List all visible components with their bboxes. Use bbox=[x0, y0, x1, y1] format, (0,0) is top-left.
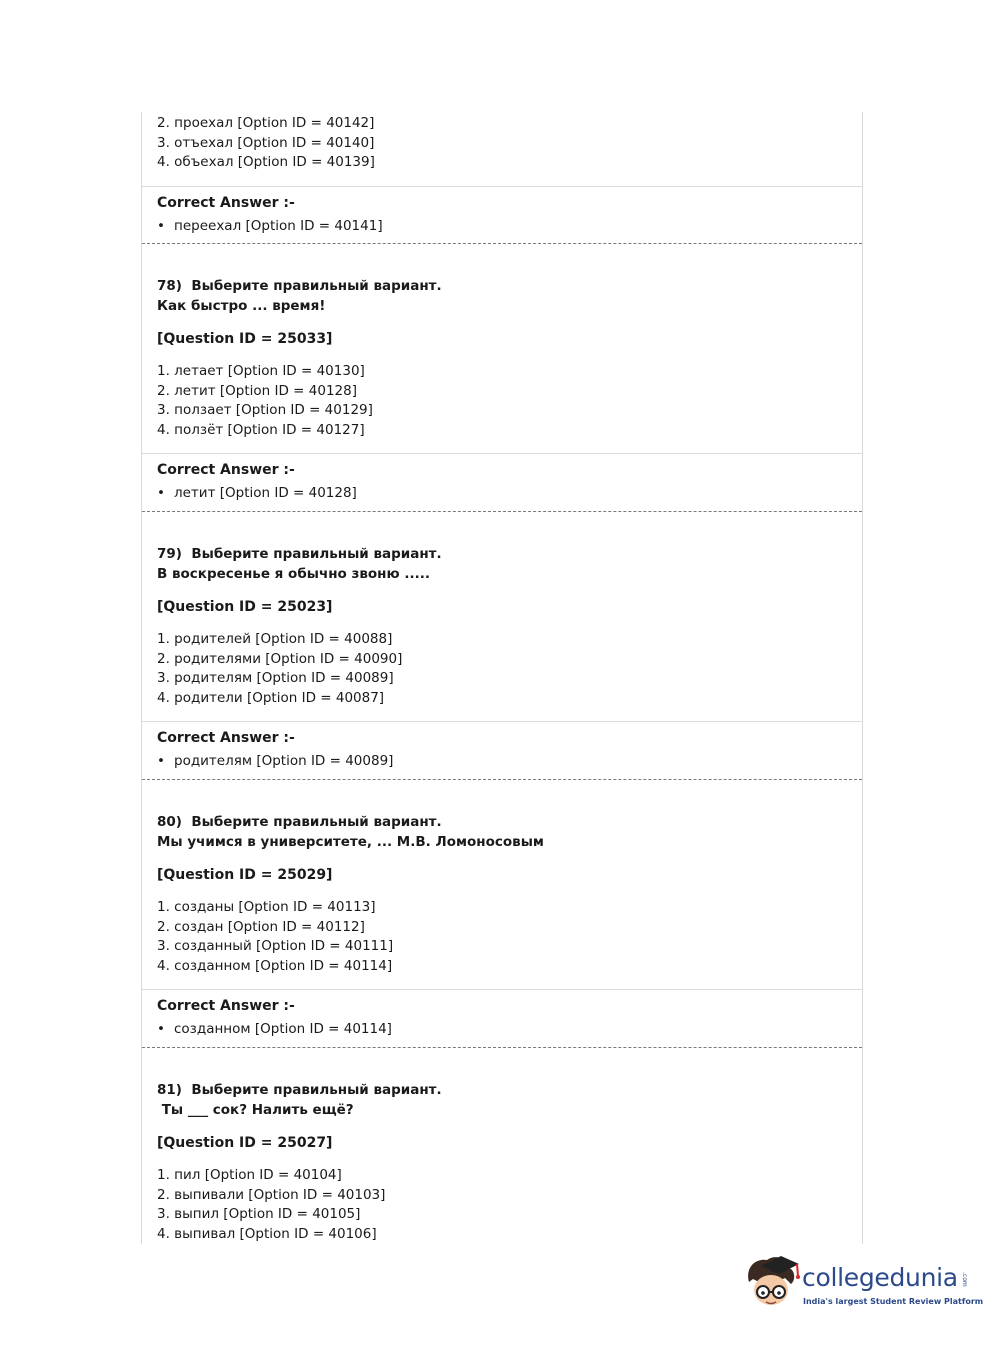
correct-answer-item bbox=[157, 751, 862, 771]
option-item: 1. летает [Option ID = 40130] bbox=[157, 363, 365, 379]
option-item: 3. ползает [Option ID = 40129] bbox=[157, 402, 373, 419]
correct-answer-item bbox=[157, 1019, 862, 1039]
question-block bbox=[142, 780, 862, 990]
bullet-icon: • bbox=[157, 753, 165, 769]
option-item: 1. родителей [Option ID = 40088] bbox=[157, 631, 393, 647]
question-number-prompt: 78) Выберите правильный вариант. bbox=[157, 278, 442, 294]
correct-answer-text: созданном [Option ID = 40114] bbox=[174, 1021, 392, 1037]
option-item: 3. отъехал [Option ID = 40140] bbox=[157, 134, 375, 151]
option-item: 2. проехал [Option ID = 40142] bbox=[157, 115, 375, 131]
option-item: 4. ползёт [Option ID = 40127] bbox=[157, 421, 365, 438]
correct-answer-text: родителям [Option ID = 40089] bbox=[174, 753, 394, 769]
option-item: 4. родители [Option ID = 40087] bbox=[157, 689, 385, 706]
correct-answer-text: летит [Option ID = 40128] bbox=[174, 485, 357, 501]
question-block bbox=[142, 512, 862, 722]
mascot-icon bbox=[741, 1252, 803, 1314]
option-item: 3. выпил [Option ID = 40105] bbox=[157, 1206, 361, 1223]
logo-tagline: India's largest Student Review Platform bbox=[803, 1297, 984, 1306]
question-text: Мы учимся в университете, ... М.В. Ломоносовым bbox=[157, 834, 544, 850]
question-text: Ты ___ сок? Налить ещё? bbox=[157, 1102, 354, 1118]
logo-suffix: .com bbox=[961, 1272, 968, 1287]
correct-answer-title: Correct Answer :- bbox=[157, 195, 295, 211]
question-block bbox=[142, 1048, 862, 1244]
option-item: 2. выпивали [Option ID = 40103] bbox=[157, 1186, 386, 1203]
correct-answer-title: Correct Answer :- bbox=[157, 730, 295, 746]
question-block bbox=[142, 244, 862, 454]
option-item: 2. летит [Option ID = 40128] bbox=[157, 382, 357, 399]
correct-answer-item bbox=[157, 483, 862, 503]
option-item: 1. пил [Option ID = 40104] bbox=[157, 1167, 342, 1183]
option-item: 4. объехал [Option ID = 40139] bbox=[157, 154, 375, 171]
question-id: [Question ID = 25029] bbox=[157, 867, 333, 883]
question-id: [Question ID = 25033] bbox=[157, 331, 333, 347]
question-text: Как быстро ... время! bbox=[157, 298, 326, 314]
option-item: 1. созданы [Option ID = 40113] bbox=[157, 899, 376, 915]
question-number-prompt: 81) Выберите правильный вариант. bbox=[157, 1082, 442, 1098]
correct-answer-block bbox=[142, 454, 862, 512]
document-page bbox=[141, 112, 863, 1244]
option-item: 4. созданном [Option ID = 40114] bbox=[157, 957, 393, 974]
question-number-prompt: 79) Выберите правильный вариант. bbox=[157, 546, 442, 562]
question-id: [Question ID = 25027] bbox=[157, 1135, 333, 1151]
bullet-icon: • bbox=[157, 218, 165, 234]
bullet-icon: • bbox=[157, 1021, 165, 1037]
correct-answer-text: переехал [Option ID = 40141] bbox=[174, 218, 383, 234]
correct-answer-block bbox=[142, 187, 862, 244]
option-item: 3. родителям [Option ID = 40089] bbox=[157, 670, 394, 687]
option-item: 4. выпивал [Option ID = 40106] bbox=[157, 1225, 377, 1242]
logo-wordmark: collegedunia bbox=[802, 1263, 958, 1292]
bullet-icon: • bbox=[157, 485, 165, 501]
question-id: [Question ID = 25023] bbox=[157, 599, 333, 615]
correct-answer-block bbox=[142, 722, 862, 780]
correct-answer-block bbox=[142, 990, 862, 1048]
correct-answer-item bbox=[157, 216, 862, 236]
question-text: В воскресенье я обычно звоню ..... bbox=[157, 566, 430, 582]
option-item: 2. родителями [Option ID = 40090] bbox=[157, 650, 403, 667]
correct-answer-title: Correct Answer :- bbox=[157, 998, 295, 1014]
correct-answer-title: Correct Answer :- bbox=[157, 462, 295, 478]
option-item: 2. создан [Option ID = 40112] bbox=[157, 918, 365, 935]
collegedunia-logo[interactable] bbox=[741, 1250, 984, 1320]
option-item: 3. созданный [Option ID = 40111] bbox=[157, 938, 394, 955]
options-list bbox=[142, 112, 862, 187]
question-number-prompt: 80) Выберите правильный вариант. bbox=[157, 814, 442, 830]
